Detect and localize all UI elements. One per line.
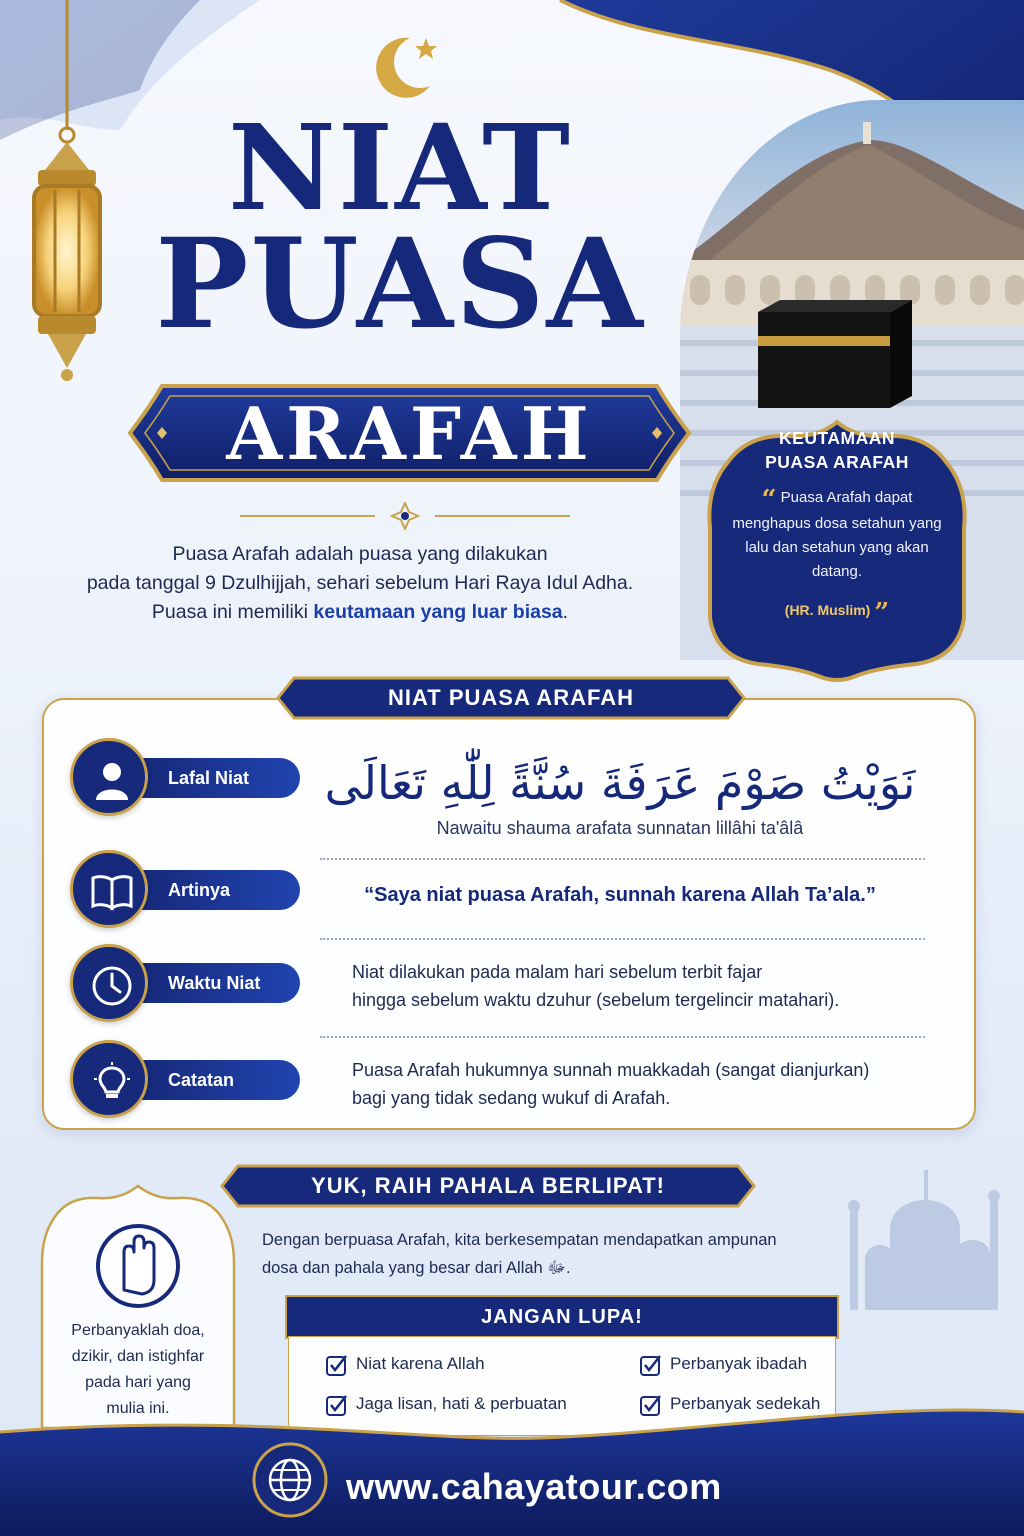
row-divider xyxy=(320,938,925,940)
niat-heading: NIAT PUASA ARAFAH xyxy=(388,685,634,710)
row-label-artinya: Artinya xyxy=(140,870,300,910)
lightbulb-icon xyxy=(70,1040,148,1118)
checklist-item: Jaga lisan, hati & perbuatan xyxy=(326,1392,567,1416)
doa-text: Perbanyaklah doa, dzikir, dan istighfar pada hari yang mulia ini. xyxy=(71,1322,205,1417)
jangan-lupa-pill xyxy=(284,1294,840,1340)
niat-meaning: “Saya niat puasa Arafah, sunnah karena Allah Ta’ala.” xyxy=(364,884,876,906)
yuk-text: Dengan berpuasa Arafah, kita berkesempatan mendapatkan ampunan dosa dan pahala yang besar dari Allah ﷻ. xyxy=(262,1231,777,1277)
title-line-1: NIAT xyxy=(228,98,572,237)
keutamaan-content xyxy=(706,420,968,628)
open-quote-icon: “ xyxy=(761,485,777,515)
row-divider xyxy=(320,1036,925,1038)
checklist-item: Perbanyak ibadah xyxy=(640,1352,807,1376)
intro-paragraph: Puasa Arafah adalah puasa yang dilakukan pada tanggal 9 Dzulhijjah, sehari sebelum Hari Raya Idul Adha. Puasa ini memiliki keutamaan yang luar biasa. xyxy=(86,543,634,623)
yuk-heading: YUK, RAIH PAHALA BERLIPAT! xyxy=(311,1173,665,1198)
globe-icon xyxy=(250,1440,330,1520)
clock-icon xyxy=(70,944,148,1022)
title-banner-text: ARAFAH xyxy=(226,391,593,476)
row-label-catatan: Catatan xyxy=(140,1060,300,1100)
keutamaan-title: KEUTAMAAN PUASA ARAFAH xyxy=(765,428,909,472)
intro-highlight: keutamaan yang luar biasa xyxy=(313,601,563,623)
person-icon xyxy=(70,738,148,816)
keutamaan-quote: “ Puasa Arafah dapat menghapus dosa setahun yang lalu dan setahun yang akan datang. xyxy=(732,485,942,580)
crescent-star-icon xyxy=(370,30,442,102)
jangan-lupa-heading: JANGAN LUPA! xyxy=(481,1306,643,1328)
check-icon xyxy=(640,1354,662,1376)
latin-niat: Nawaitu shauma arafata sunnatan lillâhi ta'âlâ xyxy=(436,818,804,838)
yuk-heading-pill xyxy=(220,1164,756,1208)
catatan-text: Puasa Arafah hukumnya sunnah muakkadah (sangat dianjurkan) bagi yang tidak sedang wukuf di Arafah. xyxy=(352,1060,870,1108)
waktu-text: Niat dilakukan pada malam hari sebelum terbit fajar hingga sebelum waktu dzuhur (sebelum tergelincir matahari). xyxy=(352,962,840,1010)
book-icon xyxy=(70,850,148,928)
website-link[interactable]: www.cahayatour.com xyxy=(346,1466,722,1507)
lantern-icon xyxy=(20,0,110,400)
checklist-item: Niat karena Allah xyxy=(326,1352,485,1376)
niat-heading-pill xyxy=(276,676,746,720)
checklist-item: Perbanyak sedekah xyxy=(640,1392,820,1416)
arabic-niat: نَوَيْتُ صَوْمَ عَرَفَةَ سُنَّةً لِلّٰهِ تَعَالَى xyxy=(324,756,916,810)
row-label-waktu: Waktu Niat xyxy=(140,963,300,1003)
keutamaan-source: (HR. Muslim) ” xyxy=(784,598,890,628)
mosque-silhouette xyxy=(830,1150,1024,1310)
ornament-divider xyxy=(240,502,570,530)
praying-hand-icon xyxy=(98,1226,178,1306)
row-divider xyxy=(320,858,925,860)
close-quote-icon: ” xyxy=(874,598,890,628)
check-icon xyxy=(326,1354,348,1376)
row-label-lafal: Lafal Niat xyxy=(140,758,300,798)
title-line-2: PUASA xyxy=(155,212,645,357)
